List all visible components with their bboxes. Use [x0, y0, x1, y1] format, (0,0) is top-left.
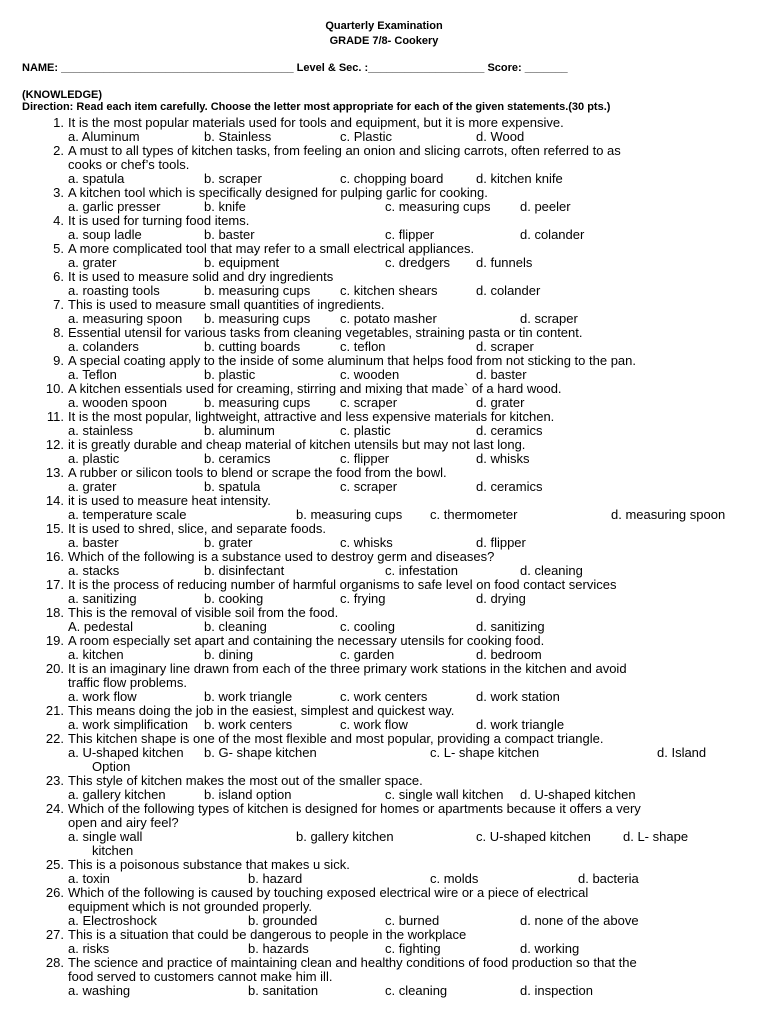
choices-row [0, 452, 768, 466]
choice-option: b. aluminum [204, 423, 275, 438]
choice-option: a. sanitizing [68, 591, 137, 606]
question-text-line [0, 858, 768, 872]
question-item [0, 662, 768, 704]
question-text: A room especially set apart and containing the necessary utensils for cooking food. [68, 633, 545, 648]
question-text: cooks or chef’s tools. [68, 157, 190, 172]
choice-option: b. measuring cups [296, 507, 403, 522]
choice-option: c. frying [340, 591, 386, 606]
choice-option: d. L- shape [623, 829, 689, 844]
choices-row [0, 172, 768, 186]
choice-option: d. bedroom [476, 647, 542, 662]
choices-row [0, 284, 768, 298]
question-text: equipment which is not grounded properly. [68, 899, 313, 914]
choice-option: c. measuring cups [385, 199, 491, 214]
choice-option: c. work centers [340, 689, 428, 704]
choice-option: b. cooking [204, 591, 264, 606]
question-item [0, 214, 768, 242]
choices-row [0, 564, 768, 578]
choice-option: c. U-shaped kitchen [476, 829, 591, 844]
question-number: 14. [45, 493, 64, 508]
question-text-line [0, 634, 768, 648]
choice-option: a. gallery kitchen [68, 787, 166, 802]
choice-option: a. spatula [68, 171, 125, 186]
choice-option: a. risks [68, 941, 110, 956]
choice-option: c. teflon [340, 339, 386, 354]
question-text: It is the most popular materials used for tools and equipment, but it is more expensive. [68, 115, 564, 130]
question-item [0, 704, 768, 732]
choices-row [0, 480, 768, 494]
question-text-line [0, 676, 768, 690]
question-text-line [0, 900, 768, 914]
question-text: This is a poisonous substance that makes u sick. [68, 857, 350, 872]
choices-row [0, 914, 768, 928]
question-number: 19. [45, 633, 64, 648]
question-text: It is the most popular, lightweight, attractive and less expensive materials for kitchen. [68, 409, 555, 424]
choice-option: a. roasting tools [68, 283, 160, 298]
choice-option: a. Electroshock [68, 913, 157, 928]
question-number: 11. [46, 409, 64, 424]
choices-row [0, 942, 768, 956]
choice-option: c. Plastic [340, 129, 393, 144]
choice-continuation-text: kitchen [92, 843, 134, 858]
choices-row [0, 690, 768, 704]
question-text: Which of the following is caused by touching exposed electrical wire or a piece of electrical [68, 885, 589, 900]
question-number: 20. [45, 661, 64, 676]
choice-continuation-text: Option [92, 759, 131, 774]
question-text-line [0, 802, 768, 816]
choice-option: a. Teflon [68, 367, 117, 382]
choice-option: b. gallery kitchen [296, 829, 394, 844]
question-item [0, 634, 768, 662]
choice-option: a. grater [68, 255, 117, 270]
choices-row [0, 508, 768, 522]
choice-option: a. kitchen [68, 647, 124, 662]
choice-option: b. hazard [248, 871, 303, 886]
question-list [0, 116, 768, 998]
question-item [0, 550, 768, 578]
choice-option: a. soup ladle [68, 227, 142, 242]
question-item [0, 270, 768, 298]
choice-option: d. cleaning [520, 563, 583, 578]
choice-option: c. cooling [340, 619, 395, 634]
question-text: This is used to measure small quantities of ingredients. [68, 297, 385, 312]
question-text: A more complicated tool that may refer to a small electrical appliances. [68, 241, 475, 256]
choice-option: d. kitchen knife [476, 171, 563, 186]
choice-option: d. work station [476, 689, 560, 704]
question-item [0, 144, 768, 186]
question-text-line [0, 214, 768, 228]
exam-header-subtitle: GRADE 7/8- Cookery [329, 35, 439, 47]
choice-option: d. sanitizing [476, 619, 545, 634]
question-text-line [0, 970, 768, 984]
choice-option: c. scraper [340, 479, 398, 494]
choice-option: d. Island [657, 745, 707, 760]
question-text-line [0, 550, 768, 564]
choice-option: d. scraper [476, 339, 534, 354]
question-text: The science and practice of maintaining clean and healthy conditions of food production so that the [68, 955, 637, 970]
question-text-line [0, 578, 768, 592]
choice-option: a. garlic presser [68, 199, 161, 214]
question-text: A special coating apply to the inside of some aluminum that helps food from not sticking to the pan. [68, 353, 636, 368]
question-number: 21. [45, 703, 64, 718]
question-text: A kitchen tool which is specifically designed for pulping garlic for cooking. [68, 185, 488, 200]
choice-option: b. plastic [204, 367, 256, 382]
question-text-line [0, 704, 768, 718]
choice-option: b. cleaning [204, 619, 267, 634]
question-text-line [0, 928, 768, 942]
question-number: 27. [45, 927, 64, 942]
choice-option: c. work flow [340, 717, 408, 732]
choice-option: c. kitchen shears [340, 283, 438, 298]
choice-option: b. spatula [204, 479, 261, 494]
choices-row [0, 830, 768, 844]
choice-option: b. measuring cups [204, 283, 311, 298]
question-number: 10. [45, 381, 64, 396]
choice-option: a. colanders [68, 339, 139, 354]
question-text-line [0, 186, 768, 200]
choice-option: a. washing [68, 983, 131, 998]
choice-option: d. baster [476, 367, 527, 382]
question-number: 16. [45, 549, 64, 564]
question-item [0, 298, 768, 326]
choice-option: c. scraper [340, 395, 398, 410]
choice-option: c. potato masher [340, 311, 437, 326]
choices-row [0, 228, 768, 242]
question-number: 17. [45, 577, 64, 592]
question-number: 12. [45, 437, 64, 452]
question-item [0, 858, 768, 886]
choices-row [0, 368, 768, 382]
question-text: It is an imaginary line drawn from each of the three primary work stations in the kitchen and avoid [68, 661, 627, 676]
question-text-line [0, 956, 768, 970]
choice-option: b. cutting boards [204, 339, 301, 354]
question-text: This style of kitchen makes the most out of the smaller space. [68, 773, 423, 788]
question-number: 2. [53, 143, 64, 158]
question-text: This is the removal of visible soil from the food. [68, 605, 339, 620]
choice-option: c. thermometer [430, 507, 518, 522]
question-text: It is the process of reducing number of harmful organisms to safe level on food contact services [68, 577, 617, 592]
question-text-line [0, 410, 768, 424]
question-item [0, 956, 768, 998]
choices-row [0, 130, 768, 144]
question-text-line [0, 816, 768, 830]
question-number: 8. [53, 325, 64, 340]
question-item [0, 354, 768, 382]
choice-option: d. inspection [520, 983, 593, 998]
choice-option: a. single wall [68, 829, 143, 844]
question-text-line [0, 494, 768, 508]
choice-continuation [0, 844, 768, 858]
choices-row [0, 648, 768, 662]
exam-header-title: Quarterly Examination [325, 20, 443, 32]
choice-option: b. work centers [204, 717, 293, 732]
question-text-line [0, 774, 768, 788]
choice-option: c. plastic [340, 423, 391, 438]
choice-option: b. dining [204, 647, 254, 662]
choice-option: d. ceramics [476, 423, 543, 438]
choices-row [0, 396, 768, 410]
question-text-line [0, 116, 768, 130]
choice-option: b. sanitation [248, 983, 319, 998]
choice-option: a. work flow [68, 689, 137, 704]
question-number: 15. [45, 521, 64, 536]
question-text: It is used for turning food items. [68, 213, 250, 228]
choice-option: d. work triangle [476, 717, 565, 732]
choice-option: c. burned [385, 913, 440, 928]
choice-option: d. U-shaped kitchen [520, 787, 636, 802]
question-text: Which of the following types of kitchen is designed for homes or apartments because it offers a very [68, 801, 641, 816]
question-text-line [0, 144, 768, 158]
choice-option: b. equipment [204, 255, 280, 270]
choice-option: b. baster [204, 227, 255, 242]
choice-option: d. whisks [476, 451, 530, 466]
choice-option: a. wooden spoon [68, 395, 168, 410]
question-text-line [0, 522, 768, 536]
question-text-line [0, 438, 768, 452]
choice-option: b. grounded [248, 913, 318, 928]
question-text-line [0, 354, 768, 368]
choice-option: b. G- shape kitchen [204, 745, 317, 760]
choice-option: d. bacteria [578, 871, 639, 886]
choice-option: a. plastic [68, 451, 120, 466]
question-text: traffic flow problems. [68, 675, 187, 690]
choice-continuation [0, 760, 768, 774]
choice-option: d. none of the above [520, 913, 639, 928]
question-text: This means doing the job in the easiest, simplest and quickest way. [68, 703, 455, 718]
question-number: 25. [45, 857, 64, 872]
choices-row [0, 340, 768, 354]
question-text: Essential utensil for various tasks from cleaning vegetables, straining pasta or tin content. [68, 325, 583, 340]
choices-row [0, 718, 768, 732]
question-text: it is used to measure heat intensity. [68, 493, 271, 508]
choice-option: c. chopping board [340, 171, 444, 186]
question-text: it is greatly durable and cheap material of kitchen utensils but may not last long. [68, 437, 526, 452]
choices-row [0, 256, 768, 270]
choice-option: d. measuring spoon [611, 507, 726, 522]
question-number: 24. [45, 801, 64, 816]
choice-option: a. toxin [68, 871, 110, 886]
question-text: A rubber or silicon tools to blend or scrape the food from the bowl. [68, 465, 447, 480]
choices-row [0, 312, 768, 326]
choices-row [0, 200, 768, 214]
question-item [0, 886, 768, 928]
question-text: open and airy feel? [68, 815, 179, 830]
choice-option: b. work triangle [204, 689, 293, 704]
choice-option: a. work simplification [68, 717, 188, 732]
question-item [0, 578, 768, 606]
choices-row [0, 536, 768, 550]
choice-option: d. flipper [476, 535, 526, 550]
question-item [0, 242, 768, 270]
choice-option: c. infestation [385, 563, 458, 578]
choice-option: a. baster [68, 535, 119, 550]
section-label: (KNOWLEDGE) [22, 89, 103, 101]
choice-option: c. dredgers [385, 255, 451, 270]
choice-option: d. grater [476, 395, 525, 410]
choice-option: b. knife [204, 199, 246, 214]
question-text-line [0, 158, 768, 172]
question-number: 13. [45, 465, 64, 480]
choice-option: c. single wall kitchen [385, 787, 504, 802]
question-text-line [0, 242, 768, 256]
choice-option: b. island option [204, 787, 292, 802]
choice-option: a. Aluminum [68, 129, 140, 144]
question-number: 18. [45, 605, 64, 620]
choices-row [0, 620, 768, 634]
choice-option: d. Wood [476, 129, 525, 144]
choice-option: b. disinfectant [204, 563, 285, 578]
choice-option: c. L- shape kitchen [430, 745, 540, 760]
choice-option: c. molds [430, 871, 479, 886]
choice-option: c. fighting [385, 941, 441, 956]
choice-option: a. grater [68, 479, 117, 494]
question-number: 22. [45, 731, 64, 746]
question-number: 3. [53, 185, 64, 200]
choice-option: b. ceramics [204, 451, 271, 466]
question-item [0, 606, 768, 634]
choice-option: b. hazards [248, 941, 309, 956]
choice-option: a. stainless [68, 423, 134, 438]
choice-option: d. colander [520, 227, 585, 242]
choice-option: A. pedestal [68, 619, 134, 634]
question-text: It is used to measure solid and dry ingredients [68, 269, 334, 284]
question-text: It is used to shred, slice, and separate foods. [68, 521, 326, 536]
question-text: Which of the following is a substance used to destroy germ and diseases? [68, 549, 495, 564]
question-text-line [0, 466, 768, 480]
choice-option: d. peeler [520, 199, 571, 214]
question-number: 4. [53, 213, 64, 228]
question-item [0, 802, 768, 858]
question-number: 7. [53, 297, 64, 312]
choice-option: c. flipper [340, 451, 390, 466]
question-item [0, 774, 768, 802]
choice-option: c. cleaning [385, 983, 448, 998]
question-number: 28. [45, 955, 64, 970]
choices-row [0, 746, 768, 760]
question-item [0, 732, 768, 774]
question-text: A must to all types of kitchen tasks, from feeling an onion and slicing carrots, often referred to as [68, 143, 621, 158]
choice-option: d. ceramics [476, 479, 543, 494]
question-item [0, 522, 768, 550]
choice-option: b. measuring cups [204, 395, 311, 410]
choice-option: b. measuring cups [204, 311, 311, 326]
question-item [0, 928, 768, 956]
question-number: 26. [45, 885, 64, 900]
name-level-score-line: NAME: ______________________________________ Level & Sec. :___________________ Score: _______ [22, 62, 568, 74]
question-text: A kitchen essentials used for creaming, stirring and mixing that made` of a hard wood. [68, 381, 562, 396]
choice-option: b. grater [204, 535, 253, 550]
question-text: food served to customers cannot make him ill. [68, 969, 333, 984]
choice-option: c. whisks [340, 535, 393, 550]
choice-option: a. U-shaped kitchen [68, 745, 184, 760]
direction-text: Direction: Read each item carefully. Choose the letter most appropriate for each of the given statements.(30 pts.) [22, 101, 611, 113]
question-number: 5. [53, 241, 64, 256]
choice-option: a. temperature scale [68, 507, 187, 522]
question-text-line [0, 382, 768, 396]
choice-option: d. drying [476, 591, 526, 606]
question-item [0, 382, 768, 410]
choice-option: c. flipper [385, 227, 435, 242]
question-number: 1. [53, 115, 64, 130]
question-text-line [0, 732, 768, 746]
question-item [0, 438, 768, 466]
question-item [0, 326, 768, 354]
question-item [0, 186, 768, 214]
question-text: This kitchen shape is one of the most flexible and most popular, providing a compact triangle. [68, 731, 604, 746]
question-item [0, 494, 768, 522]
question-text-line [0, 662, 768, 676]
choice-option: a. measuring spoon [68, 311, 183, 326]
question-item [0, 116, 768, 144]
choices-row [0, 592, 768, 606]
choice-option: b. scraper [204, 171, 262, 186]
question-item [0, 410, 768, 438]
choice-option: d. scraper [520, 311, 578, 326]
question-text: This is a situation that could be dangerous to people in the workplace [68, 927, 467, 942]
choices-row [0, 872, 768, 886]
question-item [0, 466, 768, 494]
choice-option: c. garden [340, 647, 395, 662]
question-text-line [0, 270, 768, 284]
question-text-line [0, 886, 768, 900]
choices-row [0, 788, 768, 802]
choices-row [0, 984, 768, 998]
choice-option: a. stacks [68, 563, 120, 578]
choice-option: d. colander [476, 283, 541, 298]
choice-option: c. wooden [340, 367, 400, 382]
choices-row [0, 424, 768, 438]
choice-option: b. Stainless [204, 129, 272, 144]
question-number: 23. [45, 773, 64, 788]
choice-option: d. funnels [476, 255, 533, 270]
question-text-line [0, 606, 768, 620]
question-text-line [0, 326, 768, 340]
question-number: 6. [53, 269, 64, 284]
question-number: 9. [53, 353, 64, 368]
choice-option: d. working [520, 941, 580, 956]
question-text-line [0, 298, 768, 312]
